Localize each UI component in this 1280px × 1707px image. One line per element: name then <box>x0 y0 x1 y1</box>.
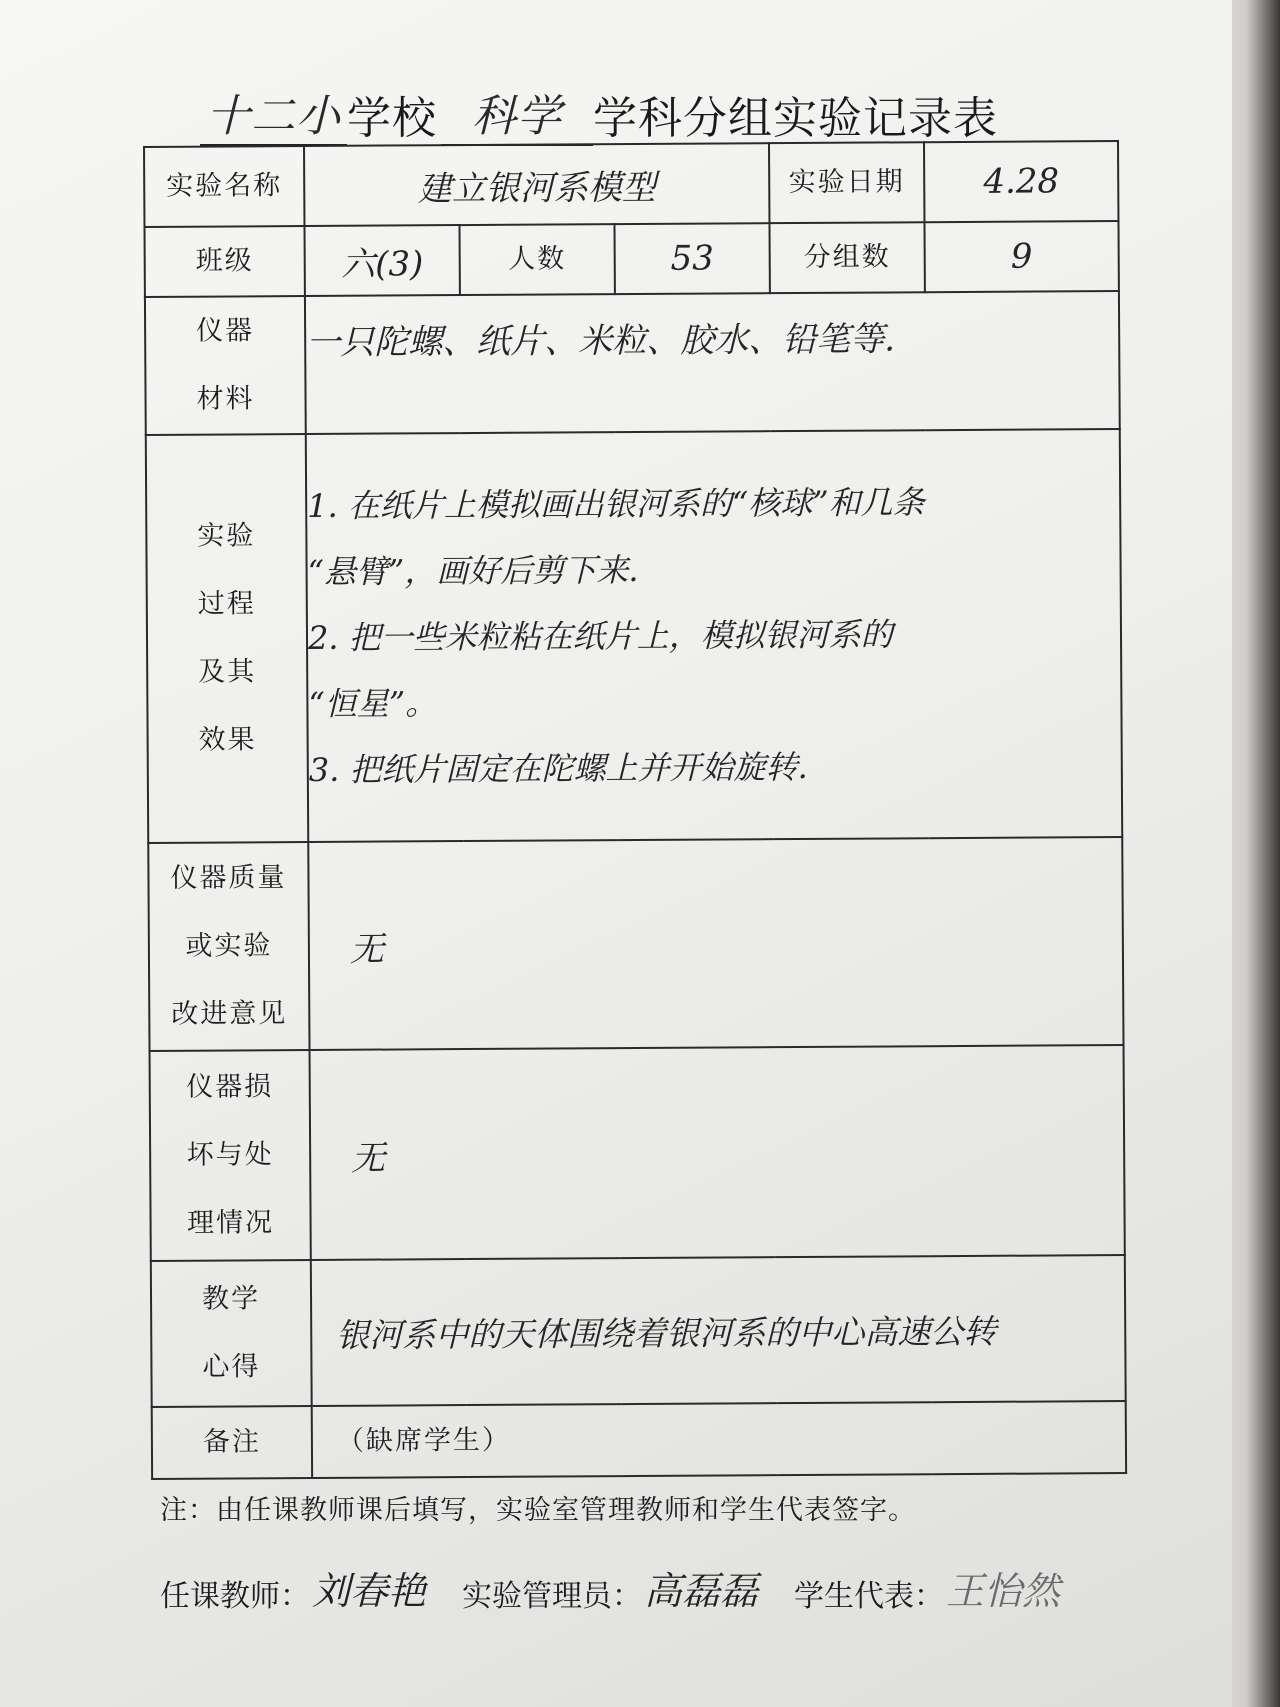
row-damage <box>150 1045 1125 1261</box>
row-materials <box>145 291 1120 435</box>
form-title <box>200 76 1100 146</box>
teacher-label: 任课教师： <box>160 1579 310 1614</box>
school-name-field: 十二小 <box>200 80 347 146</box>
school-suffix: 学校 <box>347 93 437 144</box>
row-remarks <box>152 1401 1126 1479</box>
process-line: 3. 把纸片固定在陀螺上并开始旋转. <box>308 747 808 789</box>
headcount-label: 人数 <box>459 224 614 295</box>
row-experiment-name <box>144 141 1118 227</box>
groups-value: 9 <box>924 221 1118 292</box>
reflection-label: 教学 心得 <box>151 1260 312 1407</box>
reflection-value: 银河系中的天体围绕着银河系的中心高速公转 <box>311 1255 1126 1406</box>
damage-label: 仪器损 坏与处 理情况 <box>150 1050 311 1261</box>
process-line: “悬臂”，画好后剪下来. <box>307 550 639 592</box>
lab-manager-signature-block <box>462 1560 758 1615</box>
remarks-value: （缺席学生） <box>312 1401 1126 1478</box>
row-quality <box>148 837 1123 1051</box>
student-rep-signature-block <box>794 1560 1060 1615</box>
form-name: 学科分组实验记录表 <box>593 93 998 144</box>
process-steps <box>306 429 1122 842</box>
signature-row <box>160 1560 1140 1615</box>
class-label: 班级 <box>144 226 304 297</box>
paper-edge-shadow <box>1232 0 1280 1707</box>
process-line: “恒星”。 <box>308 684 438 723</box>
lab-manager-label: 实验管理员： <box>462 1579 643 1614</box>
row-class <box>144 221 1118 297</box>
class-value: 六(3) <box>304 225 459 296</box>
quality-value: 无 <box>308 837 1123 1050</box>
student-rep-signature: 王怡然 <box>946 1569 1061 1613</box>
lab-manager-signature: 高磊磊 <box>644 1569 759 1613</box>
groups-label: 分组数 <box>769 222 924 293</box>
process-label: 实验 过程 及其 效果 <box>146 434 308 843</box>
subject-field: 科学 <box>441 80 593 146</box>
damage-value: 无 <box>310 1045 1125 1260</box>
materials-label: 仪器 材料 <box>145 296 306 435</box>
process-line: 1. 在纸片上模拟画出银河系的“核球”和几条 <box>307 483 925 526</box>
process-line: 2. 把一些米粒粘在纸片上，模拟银河系的 <box>307 615 893 658</box>
footer-note: 注：由任课教师课后填写，实验室管理教师和学生代表签字。 <box>160 1495 916 1526</box>
quality-label: 仪器质量 或实验 改进意见 <box>148 842 309 1051</box>
teacher-signature-block <box>160 1560 426 1615</box>
experiment-name-value: 建立银河系模型 <box>304 143 769 226</box>
row-process <box>146 429 1122 843</box>
headcount-value: 53 <box>614 223 769 294</box>
experiment-date-value: 4.28 <box>924 141 1118 222</box>
student-rep-label: 学生代表： <box>794 1579 945 1614</box>
record-table <box>143 140 1127 1480</box>
experiment-date-label: 实验日期 <box>769 142 924 223</box>
row-reflection <box>151 1255 1126 1407</box>
remarks-label: 备注 <box>152 1406 312 1479</box>
experiment-name-label: 实验名称 <box>144 146 304 227</box>
materials-value: 一只陀螺、纸片、米粒、胶水、铅笔等. <box>305 291 1120 434</box>
teacher-signature: 刘春艳 <box>312 1569 427 1613</box>
